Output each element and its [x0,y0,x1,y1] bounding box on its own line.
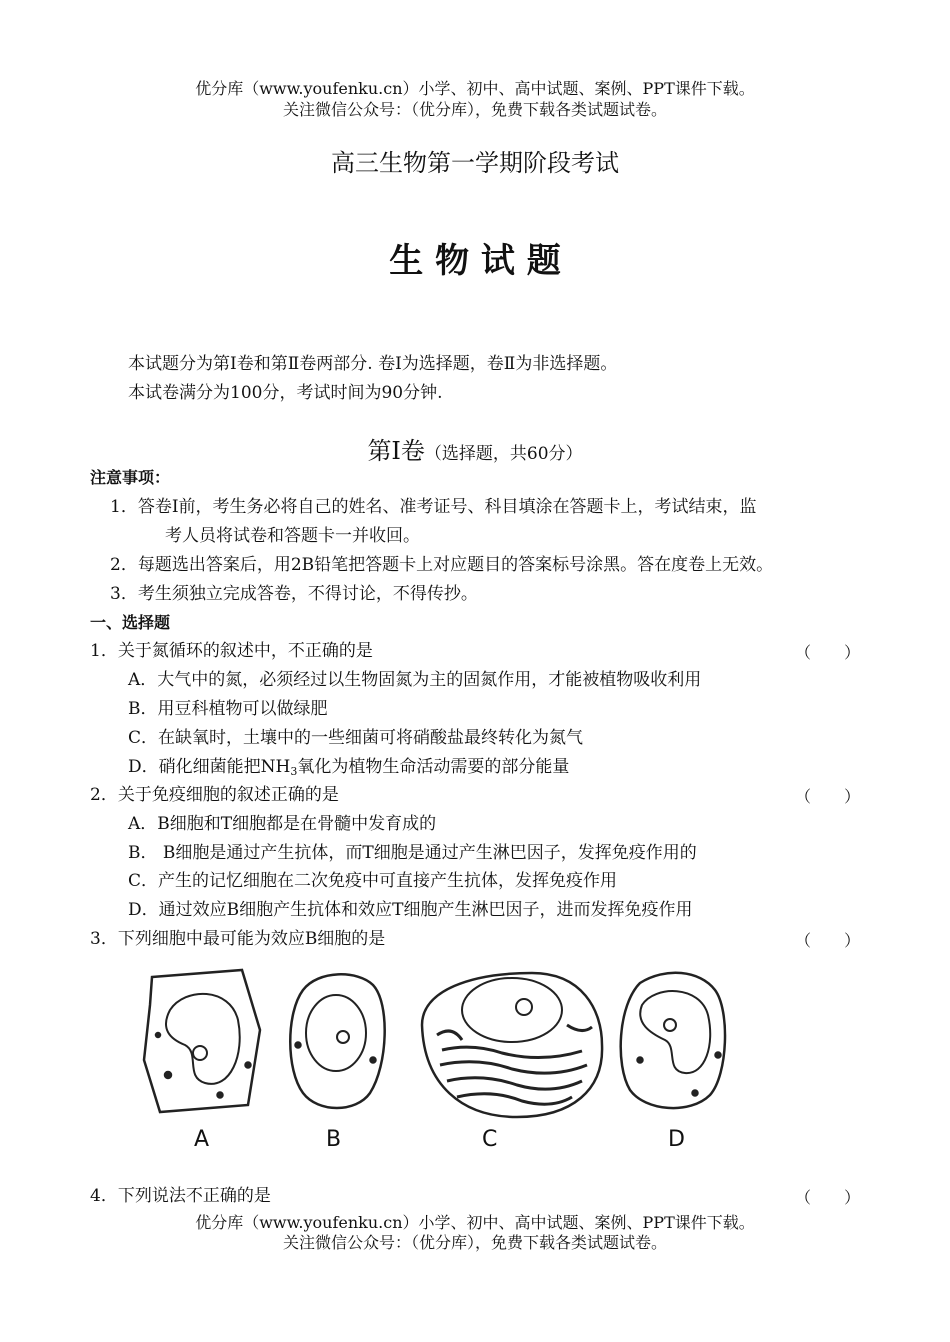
q3-answer-paren: （ ） [795,931,875,950]
q4-stem: 4．下列说法不正确的是 [90,1186,271,1206]
q4-answer-paren: （ ） [795,1188,875,1207]
cell-d-drawing [621,973,725,1108]
cell-label-d: D [668,1127,685,1152]
q2-option-a: A．B细胞和T细胞都是在骨髓中发育成的 [128,814,437,834]
q3-cell-figure [130,965,850,1160]
q1-option-b: B．用豆科植物可以做绿肥 [128,699,328,719]
q2-answer-paren: （ ） [795,787,875,806]
intro-line-1: 本试题分为第Ⅰ卷和第Ⅱ卷两部分. 卷Ⅰ为选择题，卷Ⅱ为非选择题。 [128,354,618,374]
cell-a-drawing [144,970,260,1112]
notice-2: 2．每题选出答案后，用2B铅笔把答题卡上对应题目的答案标号涂黑。答在度卷上无效。 [110,555,774,575]
notice-3: 3．考生须独立完成答卷，不得讨论，不得传抄。 [110,584,478,604]
header-line-2: 关注微信公众号：（优分库），免费下载各类试题试卷。 [282,100,667,119]
q1-option-a: A．大气中的氮，必须经过以生物固氮为主的固氮作用，才能被植物吸收利用 [128,670,702,690]
cell-c-drawing [422,973,602,1117]
q1-option-d [128,756,569,783]
cell-b-drawing [290,974,384,1108]
notice-1-cont: 考人员将试卷和答题卡一并收回。 [165,526,420,546]
q1-stem: 1．关于氮循环的叙述中，不正确的是 [90,641,373,661]
q2-stem: 2．关于免疫细胞的叙述正确的是 [90,785,339,805]
section-label: 一、选择题 [90,613,171,632]
cell-drawings [130,965,850,1125]
cell-label-c: C [482,1127,498,1152]
q2-option-d: D．通过效应B细胞产生抗体和效应T细胞产生淋巴因子，进而发挥免疫作用 [128,900,693,920]
header-line-1: 优分库（www.youfenku.cn）小学、初中、高中试题、案例、PPT课件下载。 [195,79,755,98]
q1-option-c: C．在缺氧时，土壤中的一些细菌可将硝酸盐最终转化为氮气 [128,728,584,748]
cell-label-a: A [194,1127,210,1152]
part1-heading-main: 第Ⅰ卷 [367,437,425,465]
q3-stem: 3．下列细胞中最可能为效应B细胞的是 [90,929,386,949]
exam-subtitle: 高三生物第一学期阶段考试 [331,149,619,177]
part1-heading [0,437,950,468]
cell-label-b: B [326,1127,342,1152]
notice-1: 1．答卷Ⅰ前，考生务必将自己的姓名、准考证号、科目填涂在答题卡上，考试结束，监 [110,497,757,517]
q1-option-d-sub: 3 [290,765,298,778]
q2-option-c: C．产生的记忆细胞在二次免疫中可直接产生抗体，发挥免疫作用 [128,871,618,891]
intro-line-2: 本试卷满分为100分，考试时间为90分钟. [128,383,443,403]
q1-option-d-pre: D．硝化细菌能把NH [128,757,291,777]
footer-line-2: 关注微信公众号：（优分库），免费下载各类试题试卷。 [282,1233,667,1252]
q2-option-b: B． B细胞是通过产生抗体，而T细胞是通过产生淋巴因子，发挥免疫作用的 [128,843,697,863]
footer-line-1: 优分库（www.youfenku.cn）小学、初中、高中试题、案例、PPT课件下载。 [195,1213,755,1232]
notice-label: 注意事项： [90,468,171,487]
q1-answer-paren: （ ） [795,643,875,662]
exam-title: 生 物 试 题 [389,241,561,281]
part1-heading-note: （选择题，共60分） [424,444,583,464]
q1-option-d-post: 氧化为植物生命活动需要的部分能量 [297,757,570,777]
